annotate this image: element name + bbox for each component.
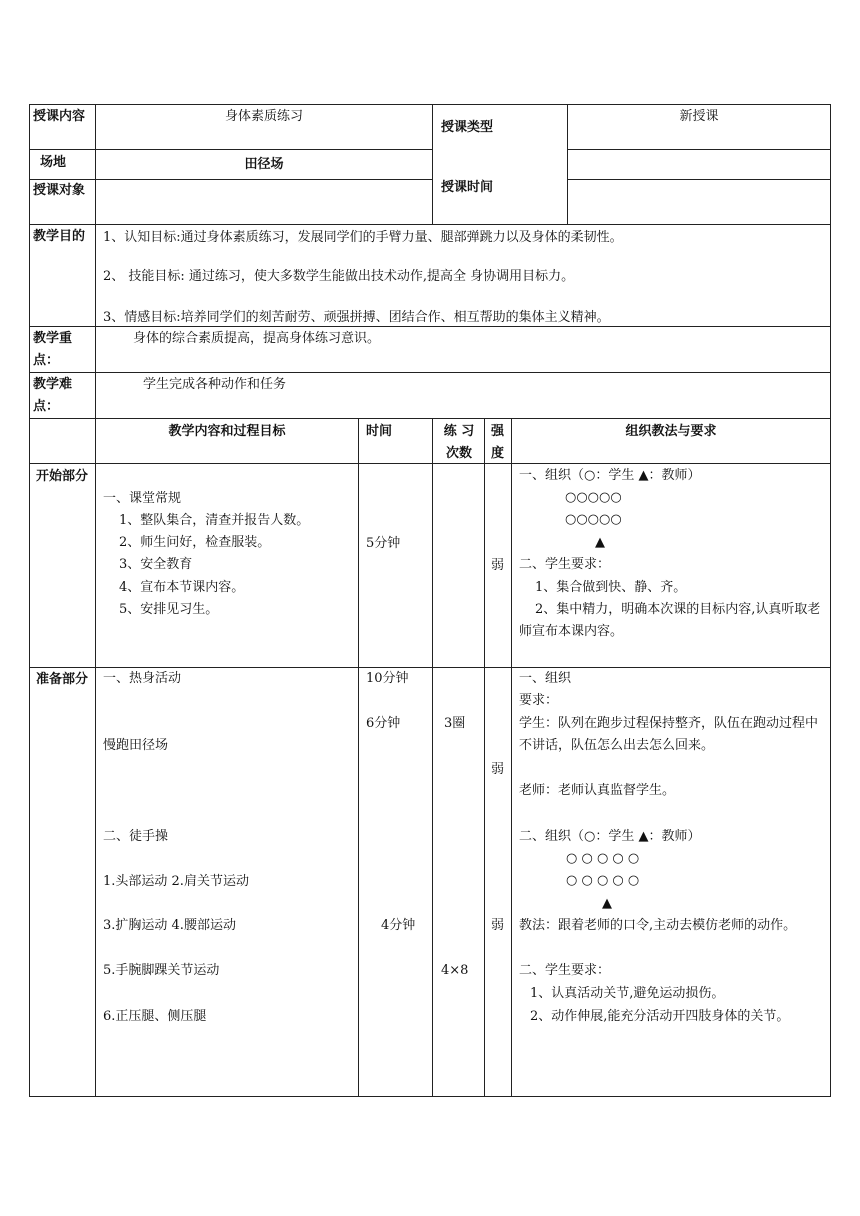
venue-value: 田径场	[244, 157, 284, 172]
start-method-req-title: 二、学生要求：	[519, 557, 611, 572]
time-label: 授课时间	[441, 180, 494, 195]
col-time-header: 时间	[366, 424, 393, 439]
prep-freehand-title: 二、徒手操	[103, 829, 169, 844]
key-points-text: 身体的综合素质提高，提高身体练习意识。	[133, 331, 381, 346]
student-formation-row: ○ ○ ○ ○ ○	[566, 873, 640, 888]
start-time: 5分钟	[366, 536, 401, 551]
start-method-org: 一、组织（○：学生 ▲：教师）	[519, 468, 701, 483]
difficulties-label: 教学难点：	[33, 377, 73, 414]
prep-method-teacher: 老师：老师认真监督学生。	[519, 783, 676, 798]
goals-label: 教学目的	[33, 229, 86, 244]
prep-reps: 4×8	[441, 963, 469, 978]
prep-method-teach: 教法：跟着老师的口令,主动去模仿老师的动作。	[519, 918, 797, 933]
prep-jog: 慢跑田径场	[103, 738, 169, 753]
goal-item-1: 1、认知目标:通过身体素质练习，发展同学们的手臂力量、腿部弹跳力以及身体的柔韧性。	[103, 230, 623, 245]
start-content-title: 一、课堂常规	[103, 491, 182, 506]
start-content-item: 1、整队集合，清查并报告人数。	[119, 513, 310, 528]
prep-method-org2: 二、组织（○：学生 ▲：教师）	[519, 829, 701, 844]
prep-exercise: 5.手腕脚踝关节运动	[103, 963, 220, 978]
prep-exercise: 3.扩胸运动 4.腰部运动	[103, 918, 236, 933]
start-method-req: 1、集合做到快、静、齐。	[535, 580, 687, 595]
start-method-req: 2、集中精力，明确本次课的目标内容,认真听取老师宣布本课内容。	[519, 602, 821, 639]
start-content-item: 2、师生问好，检查服装。	[119, 535, 271, 550]
teacher-marker: ▲	[602, 896, 612, 911]
col-reps-header: 练 习 次数	[443, 424, 475, 461]
prep-method-req: 2、动作伸展,能充分活动开四肢身体的关节。	[530, 1009, 790, 1024]
prep-method-req: 要求：	[519, 693, 559, 708]
prep-method-student: 学生：队列在跑步过程保持整齐，队伍在跑动过程中不讲话，队伍怎么出去怎么回来。	[519, 716, 819, 753]
prep-method-req-title: 二、学生要求：	[519, 963, 611, 978]
key-points-label: 教学重点：	[33, 331, 73, 368]
prep-exercise: 6.正压腿、侧压腿	[103, 1009, 207, 1024]
prep-method-req: 1、认真活动关节,避免运动损伤。	[530, 986, 725, 1001]
student-formation-row: ○○○○○	[565, 490, 622, 505]
type-label: 授课类型	[441, 120, 494, 135]
start-intensity: 弱	[491, 558, 505, 573]
col-content-header: 教学内容和过程目标	[168, 424, 286, 439]
start-content-item: 5、安排见习生。	[119, 602, 219, 617]
type-value: 新授课	[679, 109, 719, 124]
student-formation-row: ○○○○○	[565, 512, 622, 527]
goal-item-2: 2、 技能目标: 通过练习，使大多数学生能做出技术动作,提高全 身协调用目标力。	[103, 269, 575, 284]
col-method-header: 组织教法与要求	[625, 424, 717, 439]
audience-label: 授课对象	[33, 183, 86, 198]
prep-intensity: 弱	[491, 918, 505, 933]
prep-section-label: 准备部分	[35, 672, 88, 687]
student-formation-row: ○ ○ ○ ○ ○	[566, 851, 640, 866]
prep-time: 10分钟	[366, 671, 409, 686]
venue-label: 场地	[40, 155, 67, 170]
start-content-item: 3、安全教育	[119, 557, 193, 572]
col-intensity-header: 强度	[491, 424, 505, 461]
teacher-marker: ▲	[595, 535, 605, 550]
prep-exercise: 1.头部运动 2.肩关节运动	[103, 874, 249, 889]
prep-time: 4分钟	[381, 918, 416, 933]
prep-time: 6分钟	[366, 716, 401, 731]
content-value: 身体素质练习	[224, 109, 303, 124]
start-section-label: 开始部分	[35, 469, 88, 484]
prep-intensity: 弱	[491, 762, 505, 777]
start-content-item: 4、宣布本节课内容。	[119, 580, 245, 595]
prep-warmup-title: 一、热身活动	[103, 671, 182, 686]
prep-method-org: 一、组织	[519, 671, 572, 686]
prep-reps: 3圈	[444, 716, 466, 731]
goal-item-3: 3、情感目标:培养同学们的刻苦耐劳、顽强拼搏、团结合作、相互帮助的集体主义精神。	[103, 310, 610, 325]
difficulties-text: 学生完成各种动作和任务	[143, 377, 287, 392]
content-label: 授课内容	[33, 109, 86, 124]
